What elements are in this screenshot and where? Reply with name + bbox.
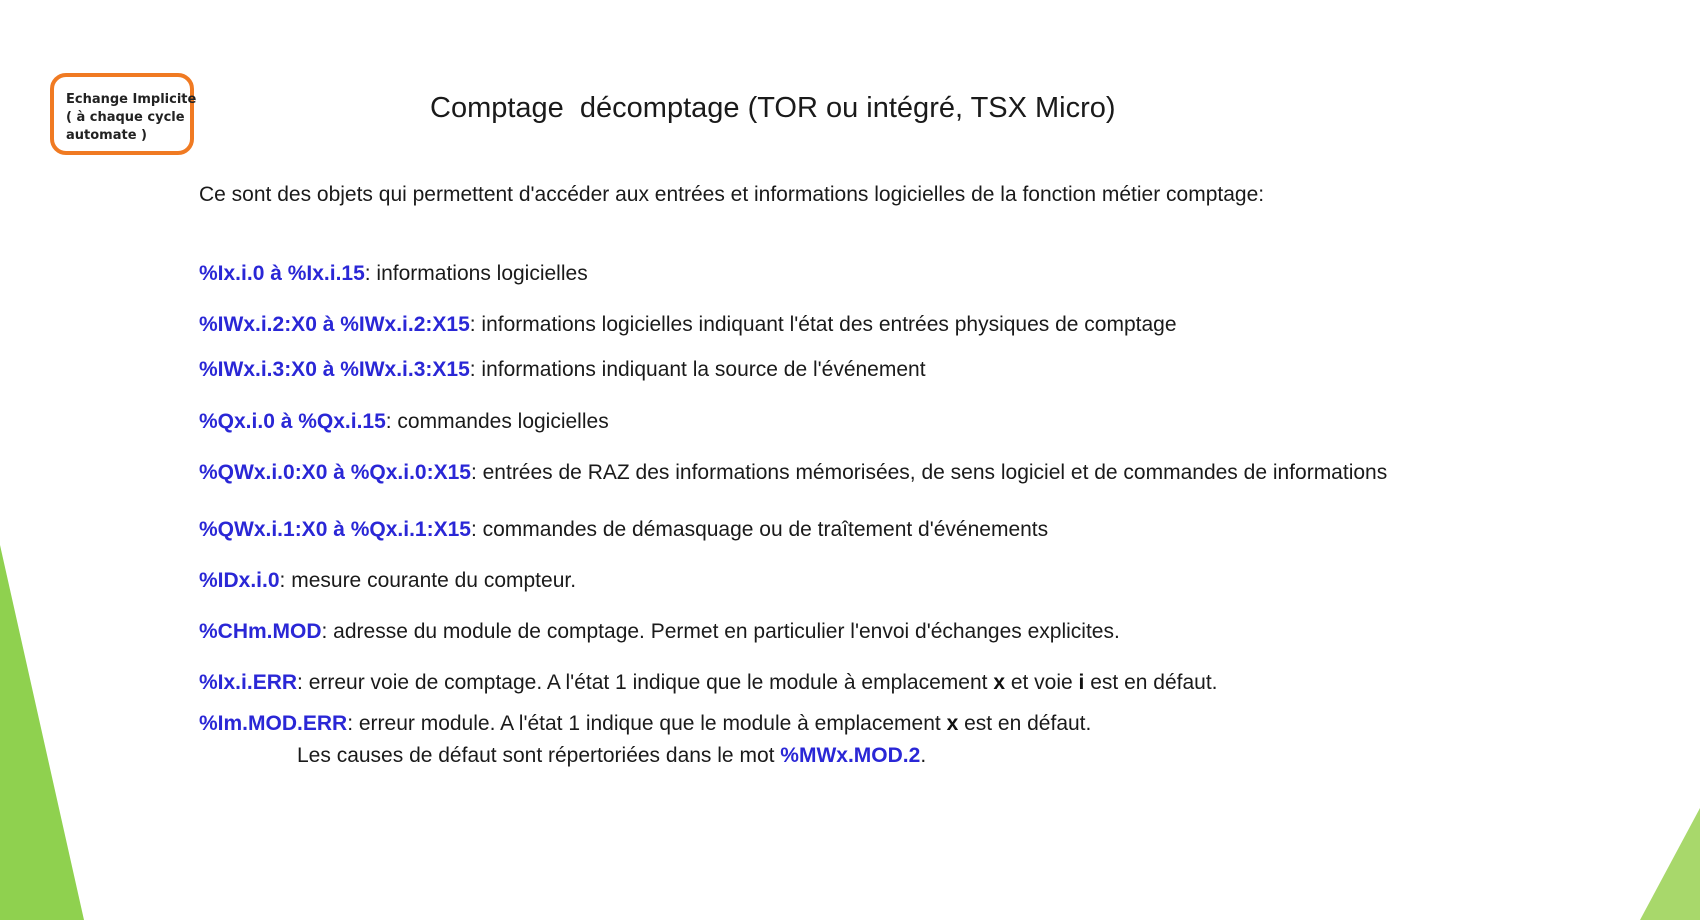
list-item [199,518,1048,542]
object-description: est en défaut. [1084,671,1218,694]
object-description: et voie [1005,671,1079,694]
object-description: : commandes logicielles [385,410,609,433]
object-code: %QWx.i.0:X0 à %Qx.i.0:X15 [199,461,471,484]
object-description: : mesure courante du compteur. [279,569,577,592]
object-description: : commandes de démasquage ou de traîtement d'événements [470,518,1049,541]
note-text: Les causes de défaut sont répertoriées dans le mot [297,744,781,767]
note-text-end: . [920,744,927,767]
badge-line-1: Echange Implicite [66,92,197,107]
object-code: %Ix.i.ERR [199,671,298,694]
badge-line-3: automate ) [66,128,147,143]
object-code: %IWx.i.2:X0 à %IWx.i.2:X15 [199,313,470,336]
list-item [199,358,926,382]
slide-title: Comptage décomptage (TOR ou intégré, TSX Micro) [430,92,1116,124]
list-item [199,410,609,434]
object-description: : entrées de RAZ des informations mémorisées, de sens logiciel et de commandes de informations [470,461,1388,484]
channel-variable: i [1078,671,1085,694]
badge-line-2: ( à chaque cycle [66,110,185,125]
object-description: : adresse du module de comptage. Permet en particulier l'envoi d'échanges explicites. [321,620,1120,643]
list-item [199,262,588,286]
list-item-module-error [199,712,1091,736]
object-code: %Im.MOD.ERR [199,712,348,735]
object-code: %Ix.i.0 à %Ix.i.15 [199,262,365,285]
object-description: : erreur module. A l'état 1 indique que le module à emplacement [347,712,947,735]
object-description: : informations logicielles indiquant l'état des entrées physiques de comptage [469,313,1177,336]
object-description: : erreur voie de comptage. A l'état 1 indique que le module à emplacement [297,671,994,694]
slot-variable: x [946,712,959,735]
list-item [199,569,576,593]
object-code: %IWx.i.3:X0 à %IWx.i.3:X15 [199,358,470,381]
slot-variable: x [993,671,1005,694]
object-code: %MWx.MOD.2 [780,744,921,767]
object-description: : informations indiquant la source de l'événement [469,358,926,381]
list-item-channel-error [199,671,1218,695]
object-code: %IDx.i.0 [199,569,280,592]
object-description: est en défaut. [958,712,1092,735]
intro-text: Ce sont des objets qui permettent d'accéder aux entrées et informations logicielles de la fonction métier comptage: [199,183,1265,206]
object-code: %QWx.i.1:X0 à %Qx.i.1:X15 [199,518,471,541]
list-item [199,620,1120,644]
object-code: %Qx.i.0 à %Qx.i.15 [199,410,386,433]
list-item [199,461,1387,485]
object-description: : informations logicielles [364,262,588,285]
fault-causes-note [297,744,926,768]
list-item [199,313,1177,337]
object-code: %CHm.MOD [199,620,322,643]
implicit-exchange-badge [50,73,197,155]
